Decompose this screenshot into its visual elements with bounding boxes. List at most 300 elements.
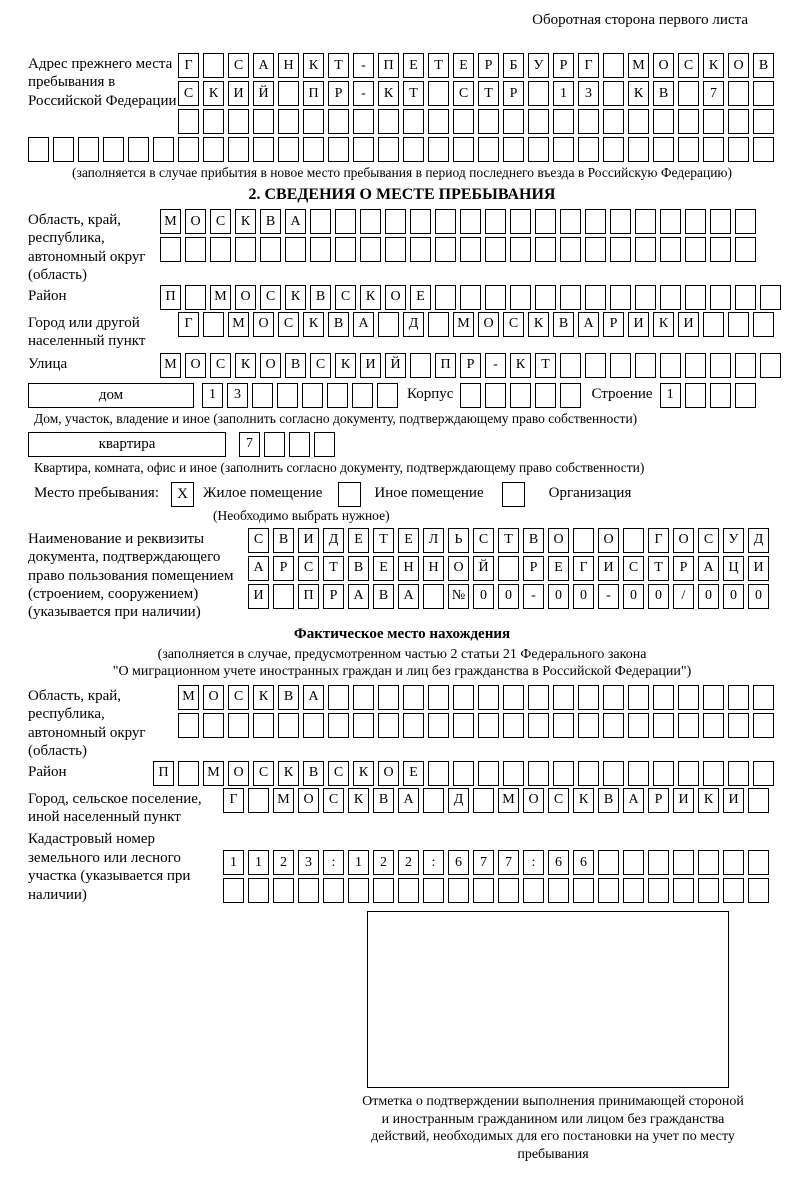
char-box: В [328, 312, 349, 337]
char-box [53, 137, 74, 162]
char-box [603, 53, 624, 78]
char-box: В [653, 81, 674, 106]
char-box: А [623, 788, 644, 813]
char-box [498, 556, 519, 581]
char-box: - [485, 353, 506, 378]
char-box: Ц [723, 556, 744, 581]
char-box [327, 383, 348, 408]
korpus-cells [460, 383, 581, 408]
char-box [253, 109, 274, 134]
char-box: О [385, 285, 406, 310]
char-box [428, 685, 449, 710]
char-box: В [273, 528, 294, 553]
char-box [528, 713, 549, 738]
char-box: 7 [703, 81, 724, 106]
char-box [553, 137, 574, 162]
char-box [485, 237, 506, 262]
char-box [535, 237, 556, 262]
char-box: 1 [202, 383, 223, 408]
char-box [403, 109, 424, 134]
char-box: С [473, 528, 494, 553]
char-box [678, 761, 699, 786]
char-box [635, 237, 656, 262]
char-box [678, 81, 699, 106]
other-premises-option-label: Иное помещение [374, 484, 484, 501]
prev-address-row-1 [178, 53, 774, 78]
apartment-type-box: квартира [28, 432, 226, 457]
cadastral-label: Кадастровый номер земельного или лесного участка (указывается при наличии) [28, 831, 191, 903]
char-box [378, 137, 399, 162]
char-box: Т [403, 81, 424, 106]
char-box [553, 713, 574, 738]
char-box: Т [328, 53, 349, 78]
char-box: С [178, 81, 199, 106]
char-box [453, 685, 474, 710]
char-box: К [653, 312, 674, 337]
char-box [553, 685, 574, 710]
char-box: К [235, 353, 256, 378]
char-box [560, 383, 581, 408]
char-box: № [448, 584, 469, 609]
char-box [353, 109, 374, 134]
char-box: К [360, 285, 381, 310]
char-box [278, 137, 299, 162]
char-box: Д [323, 528, 344, 553]
actual-district-label: Район [28, 763, 67, 780]
char-box: С [210, 353, 231, 378]
char-box [678, 137, 699, 162]
region-field [28, 209, 776, 285]
char-box [578, 713, 599, 738]
char-box [403, 685, 424, 710]
char-box: С [503, 312, 524, 337]
char-box [753, 685, 774, 710]
char-box [703, 761, 724, 786]
char-box [535, 285, 556, 310]
char-box: А [698, 556, 719, 581]
actual-district-field [28, 761, 776, 786]
char-box [253, 137, 274, 162]
char-box: Г [178, 312, 199, 337]
char-box [289, 432, 310, 457]
char-box [360, 209, 381, 234]
char-box [203, 53, 224, 78]
cadastral-field [28, 828, 776, 904]
char-box [603, 685, 624, 710]
char-box [728, 312, 749, 337]
char-box: Р [323, 584, 344, 609]
char-box: С [453, 81, 474, 106]
char-box [78, 137, 99, 162]
char-box [610, 209, 631, 234]
char-box: О [235, 285, 256, 310]
char-box: О [378, 761, 399, 786]
char-box [710, 237, 731, 262]
char-box [698, 850, 719, 875]
char-box: В [260, 209, 281, 234]
char-box [385, 237, 406, 262]
char-box: 0 [748, 584, 769, 609]
char-box: 1 [223, 850, 244, 875]
char-box [628, 761, 649, 786]
char-box: Е [548, 556, 569, 581]
char-box: Н [278, 53, 299, 78]
char-box: Н [398, 556, 419, 581]
char-box [428, 137, 449, 162]
char-box: Р [553, 53, 574, 78]
char-box [560, 237, 581, 262]
char-box [253, 713, 274, 738]
char-box: С [298, 556, 319, 581]
char-box [353, 713, 374, 738]
char-box: Т [373, 528, 394, 553]
stroenie-label: Строение [591, 385, 653, 402]
char-box: 1 [348, 850, 369, 875]
char-box [678, 109, 699, 134]
confirmation-stamp-box [367, 911, 729, 1088]
char-box: В [523, 528, 544, 553]
char-box [378, 685, 399, 710]
char-box [753, 312, 774, 337]
char-box: А [248, 556, 269, 581]
char-box [228, 713, 249, 738]
street-field [28, 353, 776, 378]
char-box [264, 432, 285, 457]
char-box [548, 878, 569, 903]
char-box [428, 109, 449, 134]
document-row-3 [248, 584, 769, 609]
korpus-label: Корпус [407, 385, 454, 402]
char-box [178, 713, 199, 738]
prev-address-row-2 [178, 81, 774, 106]
city-field [28, 312, 776, 351]
char-box: И [598, 556, 619, 581]
cadastral-row-2 [223, 878, 769, 903]
char-box [328, 685, 349, 710]
char-box [360, 237, 381, 262]
char-box: 3 [578, 81, 599, 106]
char-box: Г [578, 53, 599, 78]
char-box [578, 109, 599, 134]
char-box: О [203, 685, 224, 710]
char-box: О [253, 312, 274, 337]
char-box [623, 850, 644, 875]
char-box [435, 237, 456, 262]
char-box [185, 237, 206, 262]
region-label: Область, край, республика, автономный округ (область) [28, 212, 146, 284]
char-box [610, 237, 631, 262]
char-box [428, 713, 449, 738]
char-box [435, 209, 456, 234]
organization-checkbox [502, 482, 525, 507]
char-box: Т [535, 353, 556, 378]
actual-city-row [223, 788, 769, 813]
char-box: А [285, 209, 306, 234]
char-box [478, 137, 499, 162]
char-box [410, 353, 431, 378]
char-box: 6 [548, 850, 569, 875]
char-box: 0 [623, 584, 644, 609]
char-box: Г [648, 528, 669, 553]
char-box: : [523, 850, 544, 875]
char-box: О [260, 353, 281, 378]
char-box [302, 383, 323, 408]
apartment-number-cells [239, 432, 335, 457]
document-label: Наименование и реквизиты документа, подтверждающего право пользования помещением (строением, сооружением) (указывается при наличии) [28, 530, 234, 621]
document-field [28, 528, 776, 622]
char-box [648, 878, 669, 903]
char-box [660, 353, 681, 378]
char-box: К [348, 788, 369, 813]
char-box [523, 878, 544, 903]
char-box: 0 [473, 584, 494, 609]
char-box [553, 761, 574, 786]
char-box: Т [478, 81, 499, 106]
char-box [385, 209, 406, 234]
char-box: О [185, 353, 206, 378]
char-box [735, 285, 756, 310]
char-box [753, 713, 774, 738]
char-box [660, 237, 681, 262]
char-box: К [303, 53, 324, 78]
char-box: К [703, 53, 724, 78]
char-box [478, 685, 499, 710]
char-box: О [228, 761, 249, 786]
char-box [228, 137, 249, 162]
char-box: И [748, 556, 769, 581]
char-box [203, 312, 224, 337]
char-box: С [228, 685, 249, 710]
stay-type-note: (Необходимо выбрать нужное) [213, 507, 390, 523]
char-box [510, 285, 531, 310]
char-box [728, 713, 749, 738]
char-box: М [160, 209, 181, 234]
char-box [403, 137, 424, 162]
char-box: Р [603, 312, 624, 337]
actual-location-title: Фактическое место нахождения [293, 625, 511, 642]
char-box: 0 [573, 584, 594, 609]
char-box: Т [498, 528, 519, 553]
char-box [178, 109, 199, 134]
char-box [203, 713, 224, 738]
char-box: Й [385, 353, 406, 378]
char-box [748, 788, 769, 813]
char-box: В [753, 53, 774, 78]
char-box [453, 137, 474, 162]
char-box: 0 [698, 584, 719, 609]
prev-address-field [28, 53, 776, 134]
actual-region-label: Область, край, республика, автономный округ (область) [28, 687, 146, 760]
char-box [560, 353, 581, 378]
char-box [728, 81, 749, 106]
char-box [603, 713, 624, 738]
actual-city-label: Город, сельское поселение, иной населенный пункт [28, 790, 202, 825]
char-box: 0 [648, 584, 669, 609]
char-box [653, 109, 674, 134]
char-box: О [728, 53, 749, 78]
char-box [277, 383, 298, 408]
char-box [278, 713, 299, 738]
char-box [323, 878, 344, 903]
char-box [423, 584, 444, 609]
char-box: - [353, 53, 374, 78]
stay-type-row [28, 482, 776, 507]
cadastral-row-1 [223, 850, 769, 875]
char-box: К [528, 312, 549, 337]
char-box [760, 285, 781, 310]
char-box [578, 137, 599, 162]
char-box [703, 685, 724, 710]
char-box [453, 109, 474, 134]
char-box: О [673, 528, 694, 553]
char-box [623, 528, 644, 553]
char-box: К [628, 81, 649, 106]
char-box: 6 [448, 850, 469, 875]
char-box: О [478, 312, 499, 337]
char-box [485, 285, 506, 310]
char-box [423, 878, 444, 903]
char-box: Г [573, 556, 594, 581]
char-box [753, 137, 774, 162]
char-box: 0 [498, 584, 519, 609]
char-box: П [303, 81, 324, 106]
char-box [578, 761, 599, 786]
char-box [528, 137, 549, 162]
char-box: А [398, 788, 419, 813]
char-box: А [398, 584, 419, 609]
char-box [278, 109, 299, 134]
char-box: О [653, 53, 674, 78]
char-box [703, 312, 724, 337]
char-box [703, 137, 724, 162]
char-box [485, 383, 506, 408]
char-box: К [235, 209, 256, 234]
char-box: Г [223, 788, 244, 813]
prev-address-row-4 [28, 137, 776, 162]
char-box [748, 850, 769, 875]
residential-option-label: Жилое помещение [203, 484, 323, 501]
apartment-row [28, 432, 776, 457]
char-box [653, 137, 674, 162]
char-box: С [335, 285, 356, 310]
char-box: Т [428, 53, 449, 78]
char-box: М [498, 788, 519, 813]
char-box: В [310, 285, 331, 310]
char-box: В [348, 556, 369, 581]
char-box: И [228, 81, 249, 106]
char-box [373, 878, 394, 903]
char-box: Г [178, 53, 199, 78]
char-box [303, 713, 324, 738]
char-box [603, 137, 624, 162]
char-box [660, 209, 681, 234]
char-box: Ь [448, 528, 469, 553]
char-box: К [353, 761, 374, 786]
char-box [728, 109, 749, 134]
char-box: А [578, 312, 599, 337]
char-box [528, 109, 549, 134]
char-box [448, 878, 469, 903]
char-box [710, 353, 731, 378]
char-box: У [723, 528, 744, 553]
char-box [603, 761, 624, 786]
char-box [535, 209, 556, 234]
char-box: П [153, 761, 174, 786]
char-box [710, 209, 731, 234]
char-box [503, 713, 524, 738]
district-field [28, 285, 776, 310]
char-box: Р [478, 53, 499, 78]
prev-address-label: Адрес прежнего места пребывания в Российской Федерации [28, 56, 177, 109]
char-box [685, 383, 706, 408]
char-box: О [523, 788, 544, 813]
char-box: Д [403, 312, 424, 337]
char-box [453, 761, 474, 786]
char-box: С [323, 788, 344, 813]
char-box: А [348, 584, 369, 609]
char-box: Е [373, 556, 394, 581]
char-box: Е [403, 761, 424, 786]
char-box: Т [648, 556, 669, 581]
prev-address-row-3 [178, 109, 774, 134]
char-box: М [203, 761, 224, 786]
char-box [498, 878, 519, 903]
char-box [278, 81, 299, 106]
char-box [203, 109, 224, 134]
apartment-caption: Квартира, комната, офис и иное (заполнить согласно документу, подтверждающему право собственности) [34, 459, 645, 475]
other-premises-checkbox [338, 482, 361, 507]
char-box [735, 209, 756, 234]
char-box [685, 353, 706, 378]
char-box [377, 383, 398, 408]
char-box: 2 [373, 850, 394, 875]
char-box [410, 237, 431, 262]
char-box [353, 685, 374, 710]
char-box: С [310, 353, 331, 378]
char-box [598, 878, 619, 903]
char-box [260, 237, 281, 262]
document-row-2 [248, 556, 769, 581]
char-box: К [378, 81, 399, 106]
char-box [610, 285, 631, 310]
char-box [710, 285, 731, 310]
char-box [653, 685, 674, 710]
char-box: 2 [398, 850, 419, 875]
char-box: И [678, 312, 699, 337]
char-box [573, 878, 594, 903]
char-box [635, 209, 656, 234]
char-box: К [203, 81, 224, 106]
char-box: М [228, 312, 249, 337]
char-box: В [553, 312, 574, 337]
char-box [603, 81, 624, 106]
char-box [653, 761, 674, 786]
char-box: Й [473, 556, 494, 581]
char-box [685, 285, 706, 310]
char-box: П [435, 353, 456, 378]
char-box: Р [648, 788, 669, 813]
char-box: М [210, 285, 231, 310]
char-box: В [278, 685, 299, 710]
char-box [378, 312, 399, 337]
char-box: А [353, 312, 374, 337]
char-box [153, 137, 174, 162]
char-box [728, 137, 749, 162]
char-box [185, 285, 206, 310]
house-number-cells [202, 383, 398, 408]
char-box [760, 353, 781, 378]
char-box [685, 237, 706, 262]
